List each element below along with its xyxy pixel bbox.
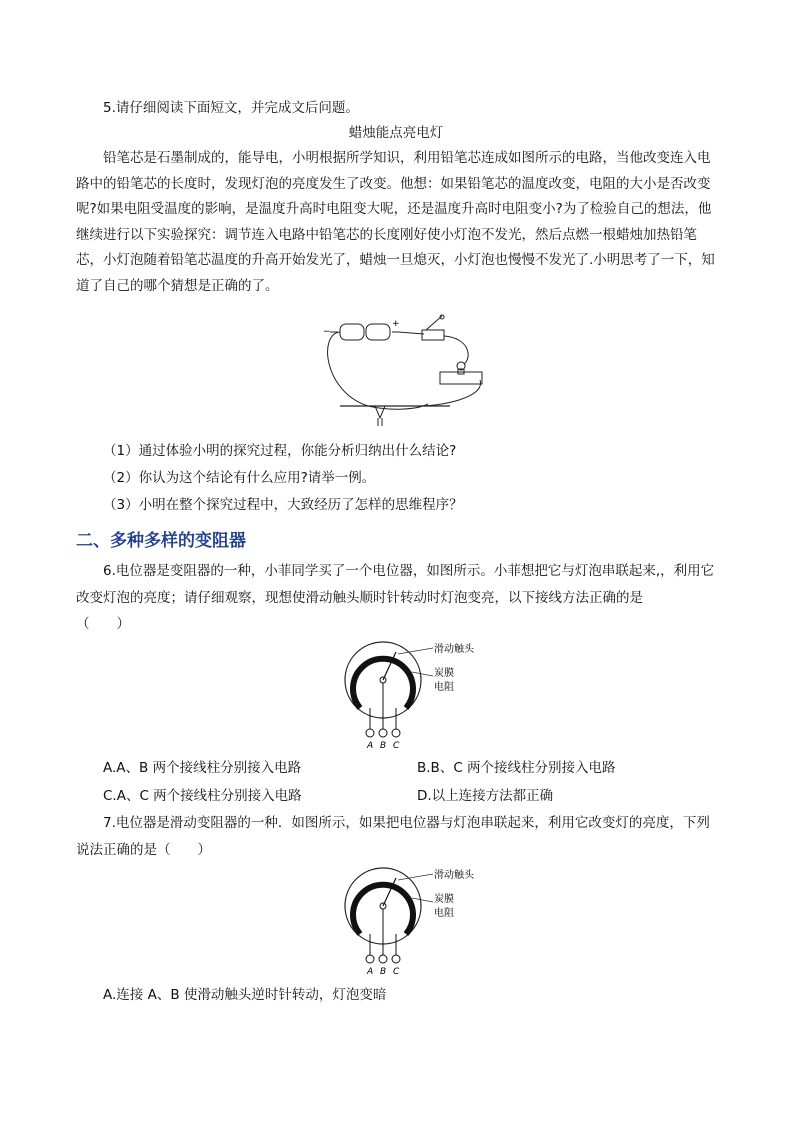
q5-intro: 5.请仔细阅读下面短文，并完成文后问题。 (103, 100, 359, 116)
q6-option-b: B.B、C 两个接线柱分别接入电路 (417, 760, 616, 776)
q7-option-a: A.连接 A、B 使滑动触头逆时针转动，灯泡变暗 (103, 987, 387, 1003)
q7-stem: 7.电位器是滑动变阻器的一种．如图所示，如果把电位器与灯泡串联起来，利用它改变灯的亮度，下列说法正确的是（ ） (76, 815, 710, 858)
svg-text:+: + (392, 319, 400, 329)
potentiometer-figure-q6 (338, 638, 508, 750)
q5-question-2: （2）你认为这个结论有什么应用?请举一例。 (103, 470, 376, 486)
q6-answer-blank: （ ） (76, 616, 130, 632)
label-film: 炭膜 (434, 894, 454, 905)
q5-body: 铅笔芯是石墨制成的，能导电，小明根据所学知识，利用铅笔芯连成如图所示的电路，当他改变连入电路中的铅笔芯的长度时，发现灯泡的亮度发生了改变。他想：如果铅笔芯的温度改变，电阻的大小是否改变呢?如果电阻受温度的影响，是温度升高时电阻变大呢，还是温度升高时电阻变小?为了检验自己的想法，他继续进行以下实验探究：调节连入电路中铅笔芯的长度刚好使小灯泡不发光，然后点燃一根蜡烛加热铅笔芯，小灯泡随着铅笔芯温度的升高开始发光了，蜡烛一旦熄灭，小灯泡也慢慢不发光了.小明思考了一下，知道了自己的哪个猜想是正确的了。 (76, 150, 715, 294)
q5-question-1: （1）通过体验小明的探究过程，你能分析归纳出什么结论? (103, 443, 457, 459)
battery-2 (366, 324, 390, 340)
label-resistor: 电阻 (434, 908, 454, 919)
q6-option-a: A.A、B 两个接线柱分别接入电路 (103, 760, 302, 776)
label-resistor: 电阻 (434, 682, 454, 693)
q6-stem: 6.电位器是变阻器的一种，小菲同学买了一个电位器，如图所示。小菲想把它与灯泡串联起来,，利用它改变灯泡的亮度；请仔细观察，现想使滑动触头顺时针转动时灯泡变亮，以下接线方法正确的是 (76, 563, 715, 606)
label-slider: 滑动触头 (434, 870, 474, 881)
terminal-c: C (393, 741, 400, 750)
terminal-a: A (367, 741, 374, 750)
battery-1 (340, 324, 364, 340)
svg-text:−: − (323, 327, 331, 337)
terminal-c: C (393, 967, 400, 976)
terminal-b: B (380, 741, 387, 750)
label-film: 炭膜 (434, 668, 454, 679)
q6-option-c: C.A、C 两个接线柱分别接入电路 (103, 788, 302, 804)
potentiometer-figure-q7 (338, 864, 508, 976)
q5-question-3: （3）小明在整个探究过程中，大致经历了怎样的思维程序？ (103, 497, 463, 513)
terminal-b: B (380, 967, 387, 976)
section-heading: 二、多种多样的变阻器 (76, 531, 246, 551)
terminal-a: A (367, 967, 374, 976)
q5-title: 蜡烛能点亮电灯 (348, 125, 444, 141)
circuit-figure (320, 314, 500, 426)
label-slider: 滑动触头 (434, 644, 474, 655)
q6-option-d: D.以上连接方法都正确 (417, 788, 554, 804)
